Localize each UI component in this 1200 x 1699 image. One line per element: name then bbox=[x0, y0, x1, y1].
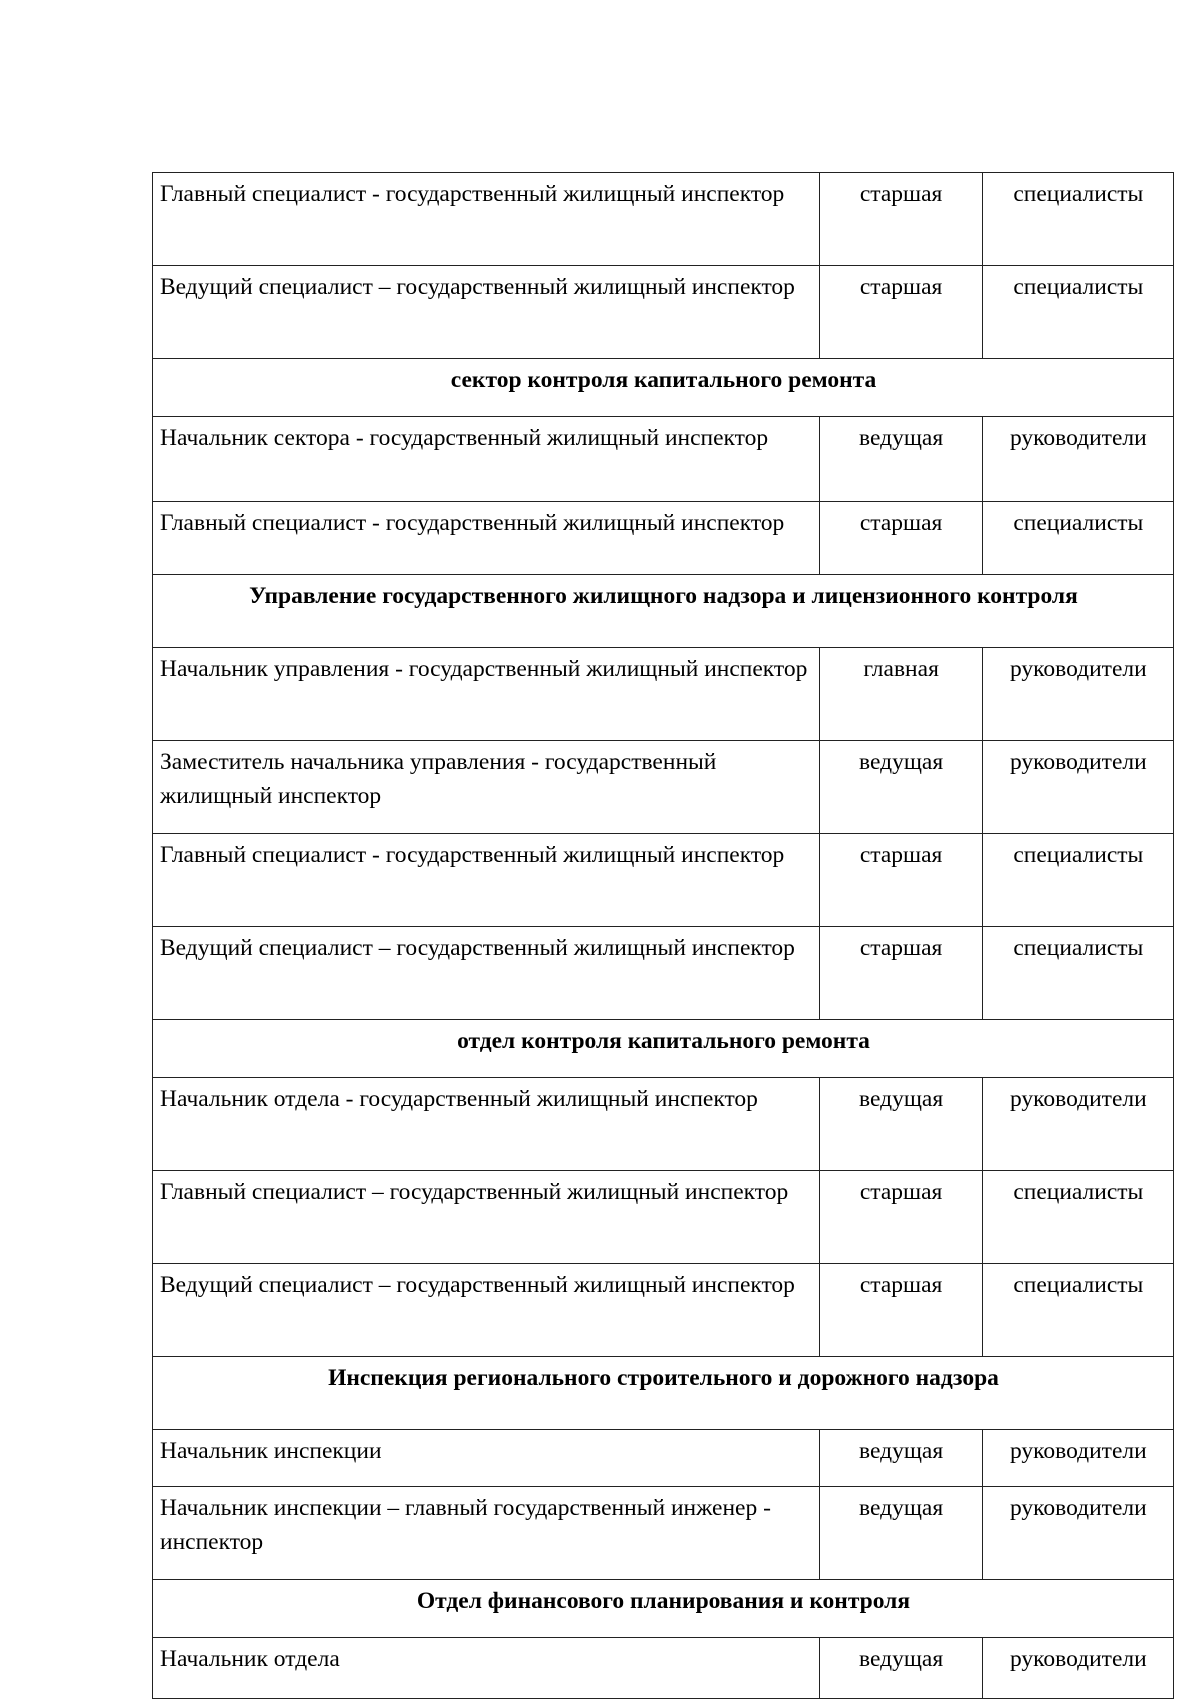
table-row bbox=[153, 173, 1174, 266]
group-cell: ведущая bbox=[819, 1078, 982, 1171]
group-cell: ведущая bbox=[819, 1638, 982, 1699]
category-cell: специалисты bbox=[982, 173, 1173, 266]
category-cell: руководители bbox=[982, 648, 1173, 741]
group-cell: старшая bbox=[819, 834, 982, 927]
table-row bbox=[153, 741, 1174, 834]
position-cell: Начальник отдела bbox=[153, 1638, 820, 1699]
category-cell: специалисты bbox=[982, 502, 1173, 575]
category-cell: руководители bbox=[982, 1430, 1173, 1487]
position-cell: Главный специалист - государственный жилищный инспектор bbox=[153, 502, 820, 575]
position-cell: Начальник управления - государственный жилищный инспектор bbox=[153, 648, 820, 741]
group-cell: старшая bbox=[819, 1171, 982, 1264]
group-cell: ведущая bbox=[819, 741, 982, 834]
position-cell: Ведущий специалист – государственный жилищный инспектор bbox=[153, 927, 820, 1020]
section-title: Инспекция регионального строительного и дорожного надзора bbox=[153, 1357, 1174, 1430]
section-title: Управление государственного жилищного надзора и лицензионного контроля bbox=[153, 575, 1174, 648]
group-cell: главная bbox=[819, 648, 982, 741]
table-row bbox=[153, 266, 1174, 359]
table-row bbox=[153, 502, 1174, 575]
table-row bbox=[153, 1264, 1174, 1357]
category-cell: специалисты bbox=[982, 927, 1173, 1020]
position-cell: Главный специалист - государственный жилищный инспектор bbox=[153, 834, 820, 927]
table-row bbox=[153, 1487, 1174, 1580]
category-cell: руководители bbox=[982, 1638, 1173, 1699]
section-header-row bbox=[153, 1580, 1174, 1638]
group-cell: старшая bbox=[819, 1264, 982, 1357]
category-cell: руководители bbox=[982, 417, 1173, 502]
category-cell: специалисты bbox=[982, 1171, 1173, 1264]
section-title: сектор контроля капитального ремонта bbox=[153, 359, 1174, 417]
position-cell: Начальник инспекции bbox=[153, 1430, 820, 1487]
group-cell: ведущая bbox=[819, 1430, 982, 1487]
position-cell: Начальник отдела - государственный жилищный инспектор bbox=[153, 1078, 820, 1171]
category-cell: специалисты bbox=[982, 834, 1173, 927]
category-cell: руководители bbox=[982, 741, 1173, 834]
table-row bbox=[153, 648, 1174, 741]
table-row bbox=[153, 417, 1174, 502]
position-cell: Ведущий специалист – государственный жилищный инспектор bbox=[153, 266, 820, 359]
table-row bbox=[153, 834, 1174, 927]
section-header-row bbox=[153, 1020, 1174, 1078]
position-cell: Ведущий специалист – государственный жилищный инспектор bbox=[153, 1264, 820, 1357]
section-header-row bbox=[153, 575, 1174, 648]
table-row bbox=[153, 1430, 1174, 1487]
position-cell: Начальник сектора - государственный жилищный инспектор bbox=[153, 417, 820, 502]
section-title: отдел контроля капитального ремонта bbox=[153, 1020, 1174, 1078]
section-header-row bbox=[153, 1357, 1174, 1430]
category-cell: специалисты bbox=[982, 266, 1173, 359]
positions-table bbox=[152, 172, 1174, 1699]
table-row bbox=[153, 1171, 1174, 1264]
group-cell: старшая bbox=[819, 173, 982, 266]
positions-table-body bbox=[153, 173, 1174, 1699]
category-cell: специалисты bbox=[982, 1264, 1173, 1357]
section-header-row bbox=[153, 359, 1174, 417]
table-row bbox=[153, 927, 1174, 1020]
category-cell: руководители bbox=[982, 1487, 1173, 1580]
group-cell: старшая bbox=[819, 502, 982, 575]
table-row bbox=[153, 1078, 1174, 1171]
position-cell: Начальник инспекции – главный государственный инженер - инспектор bbox=[153, 1487, 820, 1580]
position-cell: Заместитель начальника управления - государственный жилищный инспектор bbox=[153, 741, 820, 834]
group-cell: ведущая bbox=[819, 417, 982, 502]
group-cell: старшая bbox=[819, 927, 982, 1020]
section-title: Отдел финансового планирования и контроля bbox=[153, 1580, 1174, 1638]
category-cell: руководители bbox=[982, 1078, 1173, 1171]
table-row bbox=[153, 1638, 1174, 1699]
position-cell: Главный специалист - государственный жилищный инспектор bbox=[153, 173, 820, 266]
group-cell: старшая bbox=[819, 266, 982, 359]
position-cell: Главный специалист – государственный жилищный инспектор bbox=[153, 1171, 820, 1264]
group-cell: ведущая bbox=[819, 1487, 982, 1580]
